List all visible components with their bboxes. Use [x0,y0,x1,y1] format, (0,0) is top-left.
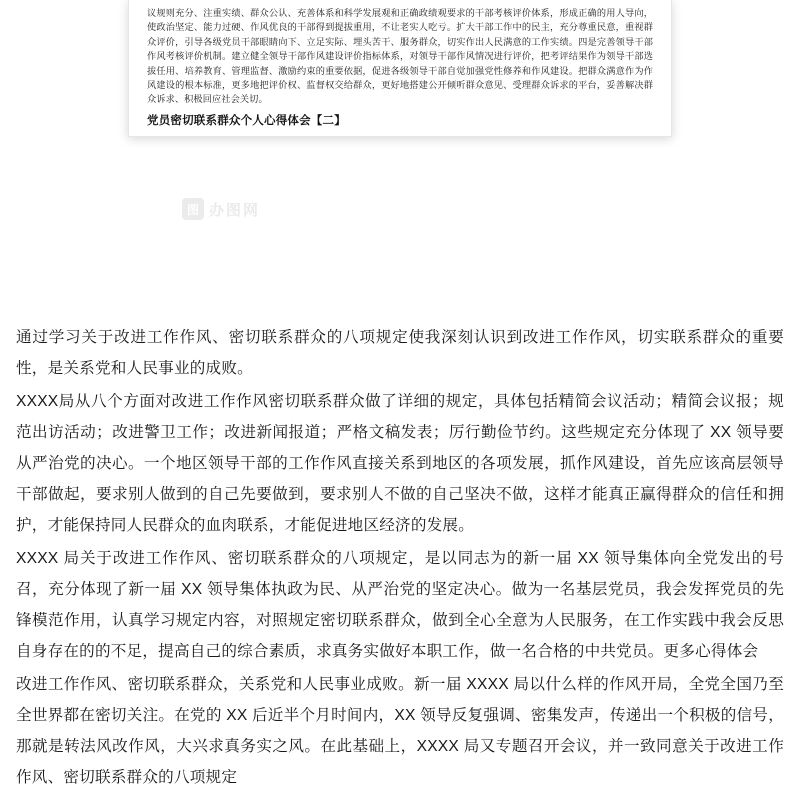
article-paragraph-2: XXXX局从八个方面对改进工作作风密切联系群众做了详细的规定，具体包括精简会议活动；精简会议报；规范出访活动；改进警卫工作；改进新闻报道；严格文稿发表；厉行勤俭节约。这些规定充分体现了 XX 领导要从严治党的决心。一个地区领导干部的工作作风直接关系到地区的各项发展，抓作风建设，首先应该高层领导干部做起，要求别人做到的自己先要做到，要求别人不做的自己坚决不做，这样才能真正赢得群众的信任和拥护，才能保持同人民群众的血肉联系，才能促进地区经济的发展。 [16,393,784,534]
watermark-logo-icon: 图 [182,198,204,220]
preview-paragraph: 议规则充分、注重实绩、群众公认、充善体系和科学发展观和正确政绩观要求的干部考核评价体系，形成正确的用人导向，使政治坚定、能力过硬、作风优良的干部得到提拔重用，不让老实人吃亏。扩大干部工作中的民主，充分尊重民意，重视群众评价，引导各级党员干部眼睛向下、立足实际、埋头苦干、服务群众，切实作出人民满意的工作实绩。四是完善领导干部作风考核评价机制。建立健全领导干部作风建设评价指标体系，对领导干部作风情况进行评价，把考评结果作为领导干部选拔任用、培养教育、管理监督、激励约束的重要依据，促进各级领导干部自觉加强党性修养和作风建设。把群众满意作为作风建设的根本标准，更多地把评价权、监督权交给群众，更好地搭建公开倾听群众意见、受理群众诉求的平台，妥善解决群众诉求、积极回应社会关切。 [147,8,653,105]
article-paragraph-1: 通过学习关于改进工作作风、密切联系群众的八项规定使我深刻认识到改进工作作风，切实联系群众的重要性，是关系党和人民事业的成败。 [16,329,784,377]
watermark-text: 办图网 [209,201,261,219]
preview-body [129,0,671,107]
preview-heading: 党员密切联系群众个人心得体会【二】 [147,114,346,127]
document-preview-card [128,0,672,137]
article-paragraph-4: 改进工作作风、密切联系群众，关系党和人民事业成败。新一届 XXXX 局以什么样的作风开局，全党全国乃至全世界都在密切关注。在党的 XX 后近半个月时间内，XX 领导反复强调、密集发声，传递出一个积极的信号，那就是转法风改作风，大兴求真务实之风。在此基础上，XXXX 局又专题召开会议，并一致同意关于改进工作作风、密切联系群众的八项规定 [16,676,784,786]
preview-top-fade [129,0,671,7]
article-paragraph-3: XXXX 局关于改进工作作风、密切联系群众的八项规定，是以同志为的新一届 XX 领导集体向全党发出的号召，充分体现了新一届 XX 领导集体执政为民、从严治党的坚定决心。做为一名基层党员，我会发挥党员的先锋模范作用，认真学习规定内容，对照规定密切联系群众，做到全心全意为人民服务，在工作实践中我会反思自身存在的的不足，提高自己的综合素质，求真务实做好本职工作，做一名合格的中共党员。更多心得体会 [16,550,784,660]
watermark [182,196,332,222]
article-body [16,322,784,795]
